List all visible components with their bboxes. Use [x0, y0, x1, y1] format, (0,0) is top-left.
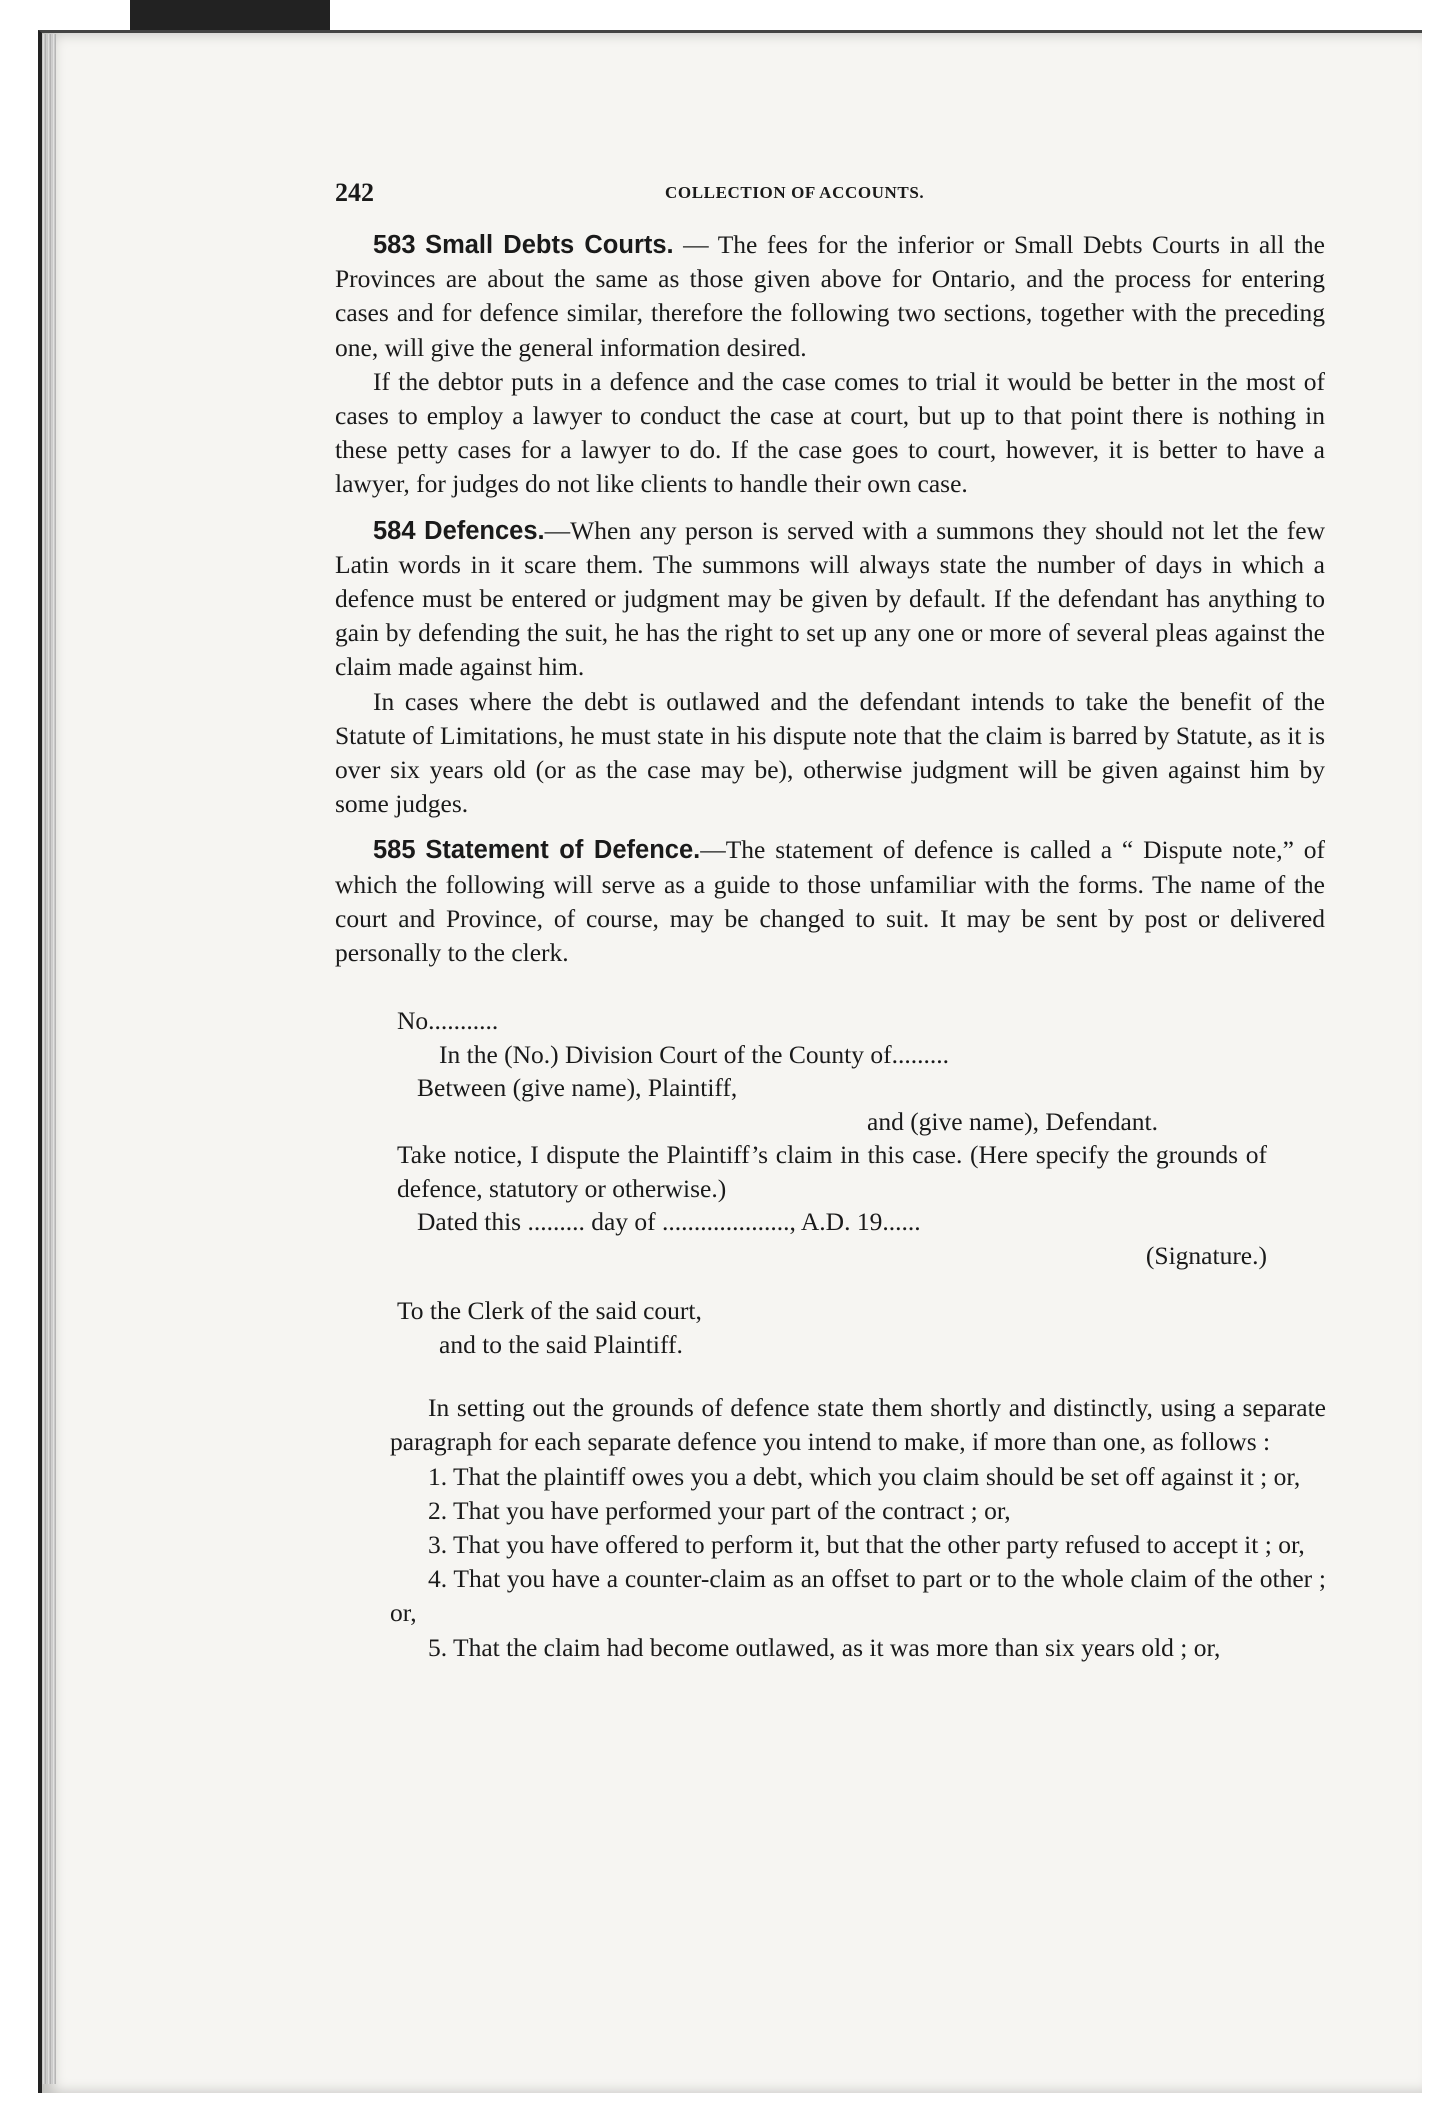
page-number: 242	[335, 178, 374, 207]
form-to-clerk: To the Clerk of the said court,	[397, 1296, 702, 1326]
section-584	[335, 514, 1325, 822]
section-paragraph: In cases where the debt is outlawed and the defendant intends to take the benefit of the Statute of Limitations, he must state in his dispute note that the claim is barred by Statute, as it is over six years old (or as the case may be), otherwise judgment will be given against him by some judges.	[335, 686, 1325, 819]
list-item: 1. That the plaintiff owes you a debt, which you claim should be set off against it ; or,	[428, 1461, 1301, 1491]
list-item: 4. That you have a counter-claim as an offset to part or to the whole claim of the other ; or,	[390, 1564, 1326, 1628]
section-title: Small Debts Courts.	[425, 231, 674, 259]
dispute-note-form	[397, 1004, 1267, 1361]
form-number-line: No...........	[397, 1006, 499, 1036]
list-item: 2. That you have performed your part of the contract ; or,	[428, 1495, 1011, 1525]
section-paragraph: 585 Statement of Defence.—The statement of defence is called a “ Dispute note,” of which the following will serve as a guide to those unfamiliar with the forms. The name of the court and Province, of course, may be changed to suit. It may be sent by post or delivered personally to the clerk.	[335, 835, 1325, 968]
grounds-intro: In setting out the grounds of defence state them shortly and distinctly, using a separate paragraph for each separate defence you intend to make, if more than one, as follows :	[390, 1393, 1326, 1457]
form-court-line: In the (No.) Division Court of the County of.........	[439, 1039, 949, 1069]
running-head	[335, 170, 1325, 210]
section-number: 583	[373, 231, 416, 259]
section-paragraph: If the debtor puts in a defence and the case comes to trial it would be better in the most of cases to employ a lawyer to conduct the case at court, but up to that point there is nothing in these petty cases for a lawyer to do. If the case goes to court, however, it is better to have a lawyer, for judges do not like clients to handle their own case.	[335, 366, 1325, 499]
book-top-shadow	[130, 0, 330, 30]
section-title: Statement of Defence.	[425, 836, 701, 865]
section-number: 584	[373, 516, 416, 545]
paragraph-text: The statement of defence is called a “ Dispute note,” of which the following will serve as a guide to those unfamiliar with the forms. The name of the court and Province, of course, may be changed to suit. It may be sent by post or delivered personally to the clerk.	[335, 835, 1325, 968]
section-585	[335, 833, 1325, 970]
paragraph-text: The fees for the inferior or Small Debts Courts in all the Provinces are about the same as those given above for Ontario, and the process for entering cases and for defence similar, therefore the following two sections, together with the preceding one, will give the general information desired.	[335, 230, 1325, 362]
form-to-plaintiff: and to the said Plaintiff.	[439, 1329, 683, 1359]
form-signature: (Signature.)	[1145, 1240, 1267, 1270]
list-item: 3. That you have offered to perform it, but that the other party refused to accept it ; or,	[428, 1530, 1305, 1560]
running-title: COLLECTION OF ACCOUNTS.	[665, 183, 925, 202]
section-583	[335, 228, 1325, 502]
section-paragraph: 583 Small Debts Courts. — The fees for the inferior or Small Debts Courts in all the Provinces are about the same as those given above for Ontario, and the process for entering cases and for defence similar, therefore the following two sections, together with the preceding one, will give the general information desired.	[335, 230, 1325, 362]
section-title: Defences.	[424, 516, 545, 545]
grounds-of-defence	[390, 1391, 1326, 1665]
section-number: 585	[373, 836, 416, 865]
page-content	[335, 170, 1325, 1665]
form-defendant-line: and (give name), Defendant.	[867, 1106, 1158, 1136]
form-between-line: Between (give name), Plaintiff,	[417, 1073, 738, 1103]
section-paragraph: 584 Defences.—When any person is served with a summons they should not let the few Latin words in it scare them. The summons will always state the number of days in which a defence must be entered or judgment may be given by default. If the defendant has anything to gain by defending the suit, he has the right to set up any one or more of several pleas against the claim made against him.	[335, 515, 1326, 682]
form-dated-line: Dated this ......... day of ...................., A.D. 19......	[417, 1207, 921, 1237]
paragraph-text: When any person is served with a summons they should not let the few Latin words in it scare them. The summons will always state the number of days in which a defence must be entered or judgment may be given by default. If the defendant has anything to gain by defending the suit, he has the right to set up any one or more of several pleas against the claim made against him.	[335, 515, 1326, 682]
list-item: 5. That the claim had become outlawed, as it was more than six years old ; or,	[428, 1632, 1221, 1662]
form-notice: Take notice, I dispute the Plaintiff’s claim in this case. (Here specify the grounds of defence, statutory or otherwise.)	[397, 1140, 1267, 1203]
page-edge-binding	[42, 34, 56, 2084]
